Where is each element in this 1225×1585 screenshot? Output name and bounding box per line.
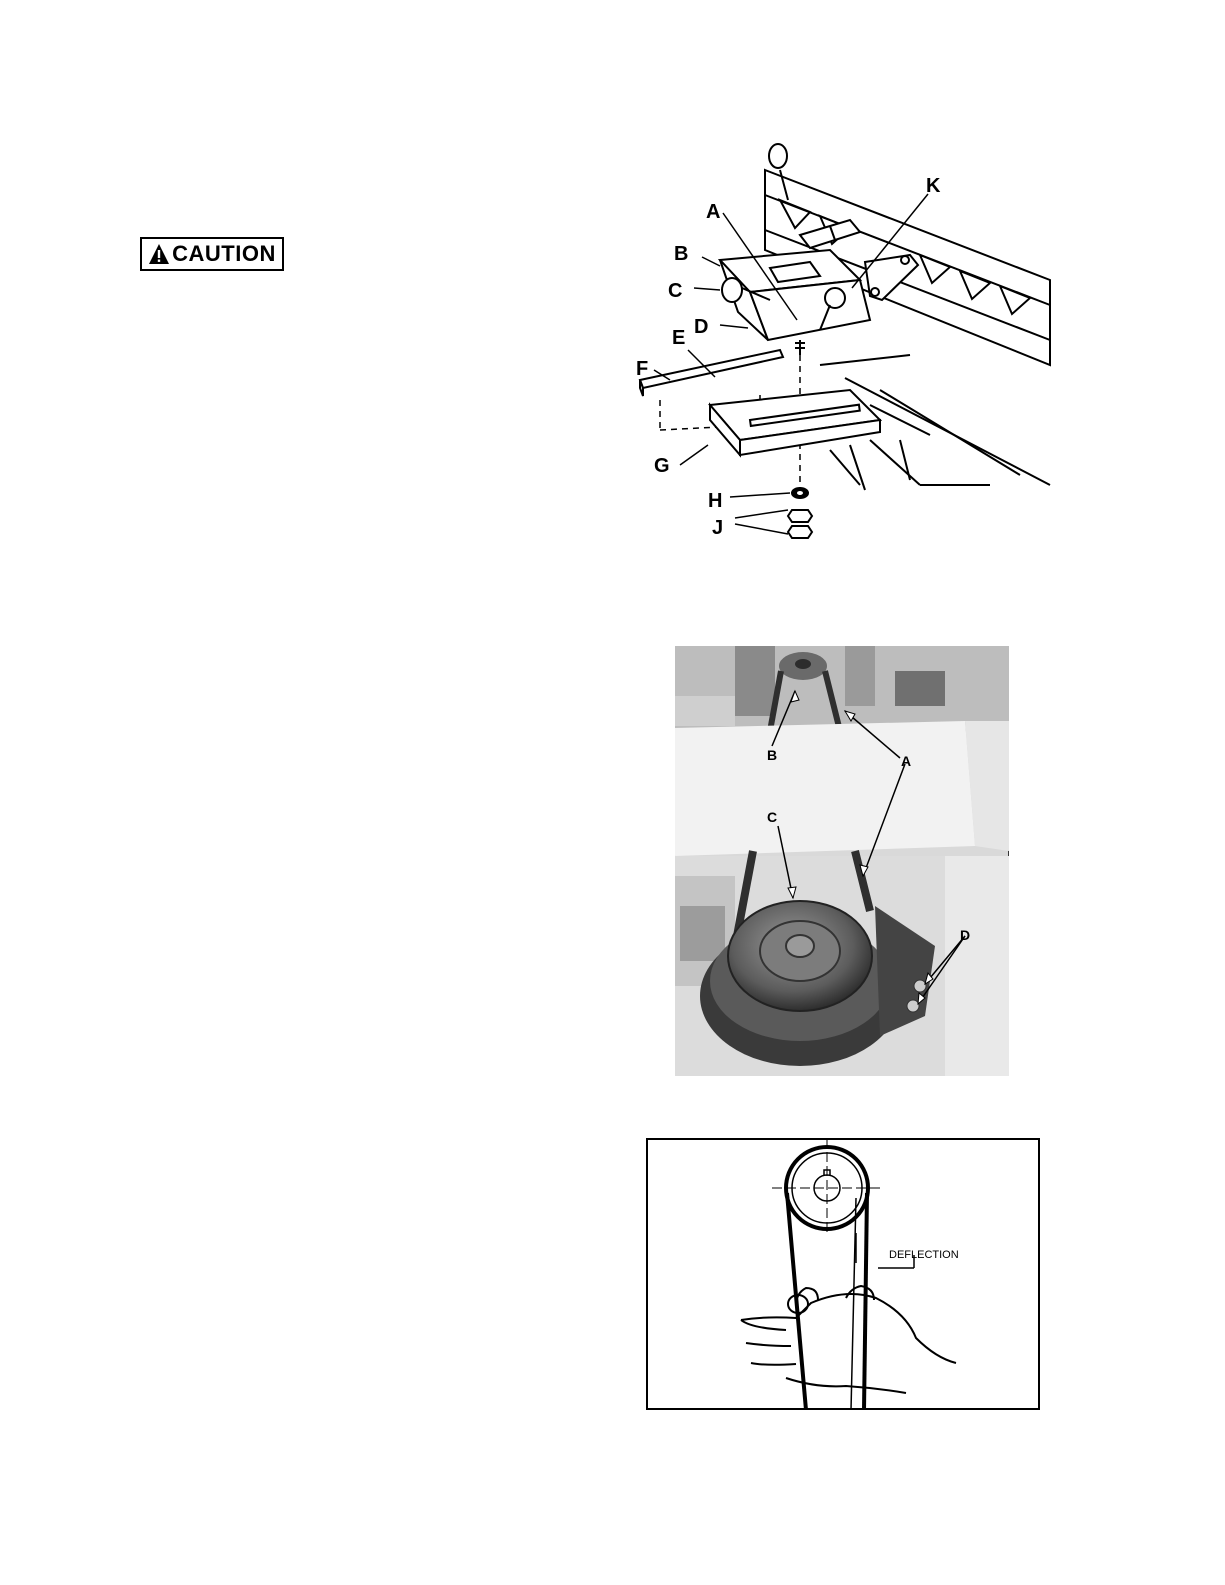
deflection-label: DEFLECTION xyxy=(889,1249,959,1261)
fig1-label-b: B xyxy=(674,243,689,265)
fig1-label-g: G xyxy=(654,455,670,477)
fence-assembly-diagram xyxy=(620,140,1060,550)
fig1-label-f: F xyxy=(636,358,649,380)
fig2-label-d: D xyxy=(960,927,971,943)
fig2-label-c: C xyxy=(767,809,778,825)
fig2-label-b: B xyxy=(767,747,778,763)
fig1-label-c: C xyxy=(668,280,683,302)
belt-deflection-diagram xyxy=(646,1138,1040,1410)
caution-label: CAUTION xyxy=(172,241,276,266)
fig1-label-d: D xyxy=(694,316,709,338)
caution-badge xyxy=(140,237,284,271)
fig1-label-k: K xyxy=(926,175,941,197)
belt-pulley-photo xyxy=(675,646,1009,1076)
fig1-label-j: J xyxy=(712,517,724,539)
fig2-label-a: A xyxy=(901,753,912,769)
fig1-label-h: H xyxy=(708,490,723,512)
fig1-label-e: E xyxy=(672,327,686,349)
warning-icon xyxy=(148,243,170,265)
fig1-label-a: A xyxy=(706,201,721,223)
